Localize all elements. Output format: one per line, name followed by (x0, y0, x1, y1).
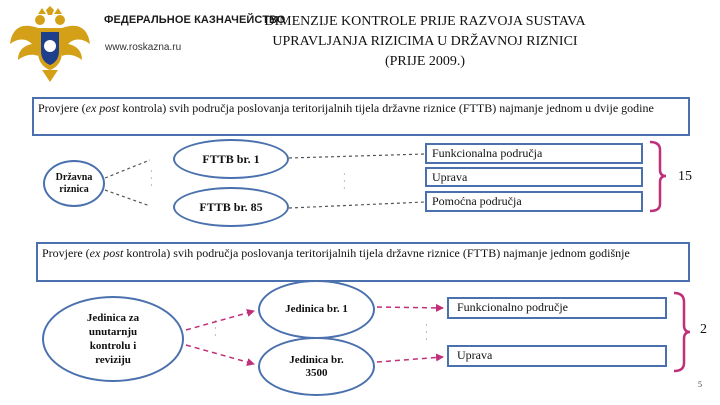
area-box-management-2: Uprava (447, 345, 667, 367)
desc2-part2: kontrola) svih područja poslovanja teritorijalnih tijela državne riznice (FTTB) najmanje jednom godišnje (123, 246, 630, 260)
internal-audit-unit-label: Jedinica za unutarnju kontrolu i reviziju (86, 312, 140, 366)
ellipsis-dots-1: · · · (150, 167, 153, 190)
ellipsis-dots-2: · · · (343, 170, 346, 193)
area-box-functional: Funkcionalna područja (425, 143, 643, 164)
unit-first-label: Jedinica br. 1 (285, 303, 348, 315)
section2-description (36, 242, 690, 282)
org-name: ФЕДЕРАЛЬНОЕ КАЗНАЧЕЙСТВО (104, 14, 286, 26)
page-number: 5 (698, 380, 702, 389)
org-url: www.roskazna.ru (105, 42, 182, 53)
page-title: DIMENZIJE KONTROLE PRIJE RAZVOJA SUSTAVA UPRAVLJANJA RIZICIMA U DRŽAVNOJ RIZNICI (PRIJE 2009.) (264, 14, 586, 69)
unit-last-node (258, 337, 375, 396)
area-box-support: Pomoćna područja (425, 191, 643, 212)
drzavna-riznica-node: Državna riznica (43, 160, 105, 207)
ellipsis-dots-3: · · · (214, 317, 217, 340)
unit-last-label: Jedinica br. 3500 (289, 353, 344, 379)
desc1-part1: Provjere ( (38, 101, 86, 115)
desc2-italic: ex post (89, 246, 124, 260)
ellipsis-dots-4: · · · (425, 321, 428, 344)
desc1-part2: kontrola) svih područja poslovanja teritorijalnih tijela državne riznice (FTTB) najmanje jednom u dvije godine (119, 101, 654, 115)
fttb-last-node: FTTB br. 85 (173, 187, 289, 227)
fttb-first-node: FTTB br. 1 (173, 139, 289, 179)
section2-area-count: 2 (700, 322, 707, 337)
section1-description (32, 97, 690, 136)
unit-first-node (258, 280, 375, 339)
internal-audit-unit-node (42, 296, 184, 382)
section1-area-count: 15 (678, 169, 692, 184)
desc1-italic: ex post (85, 101, 120, 115)
area-box-management: Uprava (425, 167, 643, 187)
desc2-part1: Provjere ( (42, 246, 90, 260)
area-box-functional-2: Funkcionalno područje (447, 297, 667, 319)
